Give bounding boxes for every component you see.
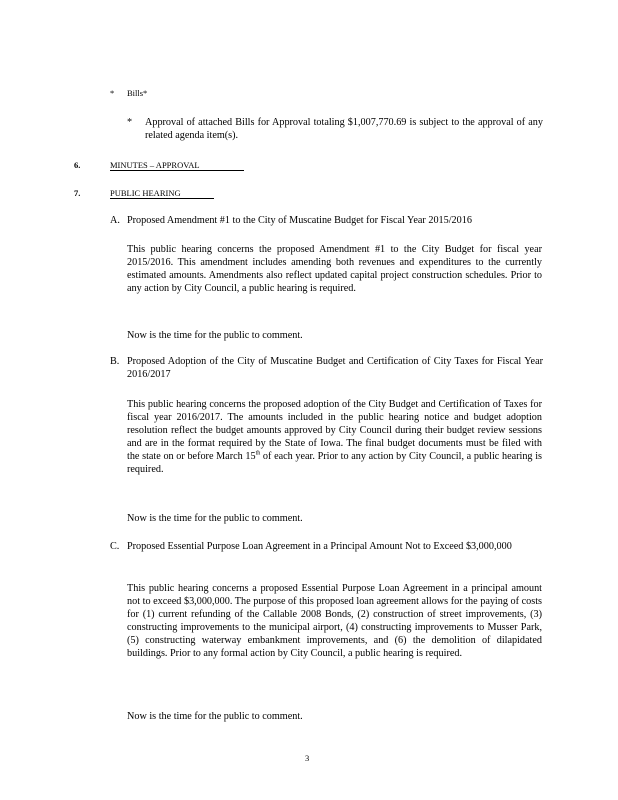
bills-label: Bills*	[127, 88, 148, 98]
item-b-letter: B.	[110, 356, 120, 367]
item-a-title: Proposed Amendment #1 to the City of Muscatine Budget for Fiscal Year 2015/2016	[127, 215, 472, 226]
item-c-body: This public hearing concerns a proposed Essential Purpose Loan Agreement in a principal amount not to exceed $3,000,000. The purpose of this proposed loan agreement allows for the paying of costs for (1) current refunding of the Callable 2008 Bonds, (2) construction of street improvements, (3) constructing improvements to the municipal airport, (4) constructing improvements to Musser Park, (5) constructing waterway embankment improvements, and (6) the demolition of dilapidated buildings. Prior to any formal action by City Council, a public hearing is required.	[127, 583, 542, 659]
minutes-number: 6.	[74, 160, 81, 170]
item-a-comment: Now is the time for the public to comment.	[127, 330, 303, 341]
bills-bullet: *	[110, 88, 115, 98]
item-a-letter: A.	[110, 215, 120, 226]
item-c-comment: Now is the time for the public to comment.	[127, 711, 303, 722]
bills-item-bullet: *	[127, 117, 133, 128]
item-c-title: Proposed Essential Purpose Loan Agreement in a Principal Amount Not to Exceed $3,000,000	[127, 541, 512, 552]
item-b-title: Proposed Adoption of the City of Muscatine Budget and Certification of City Taxes for Fiscal Year 2016/2017	[127, 356, 543, 380]
page-number: 3	[305, 753, 310, 763]
public-hearing-heading: PUBLIC HEARING	[110, 188, 214, 199]
item-b-comment: Now is the time for the public to comment.	[127, 513, 303, 524]
minutes-heading: MINUTES – APPROVAL	[110, 160, 244, 171]
bills-approval-text: Approval of attached Bills for Approval totaling $1,007,770.69 is subject to the approval of any related agenda item(s).	[145, 117, 543, 141]
superscript-th: th	[255, 450, 261, 457]
public-hearing-number: 7.	[74, 188, 81, 198]
item-c-letter: C.	[110, 541, 120, 552]
item-a-body: This public hearing concerns the proposed Amendment #1 to the City Budget for fiscal year 2015/2016. This amendment includes amending both revenues and expenditures to the currently estimated amounts. Amendments also reflect updated capital project construction schedules. Prior to any action by City Council, a public hearing is required.	[127, 244, 542, 294]
item-b-body: This public hearing concerns the proposed adoption of the City Budget and Certification of Taxes for fiscal year 2016/2017. The amounts included in the public hearing notice and budget adoption resolution reflect the budget amounts approved by City Council during their budget review sessions and are in the format required by the State of Iowa. The final budget documents must be filed with the state on or before March 15th of each year. Prior to any action by City Council, a public hearing is required.	[127, 399, 542, 475]
